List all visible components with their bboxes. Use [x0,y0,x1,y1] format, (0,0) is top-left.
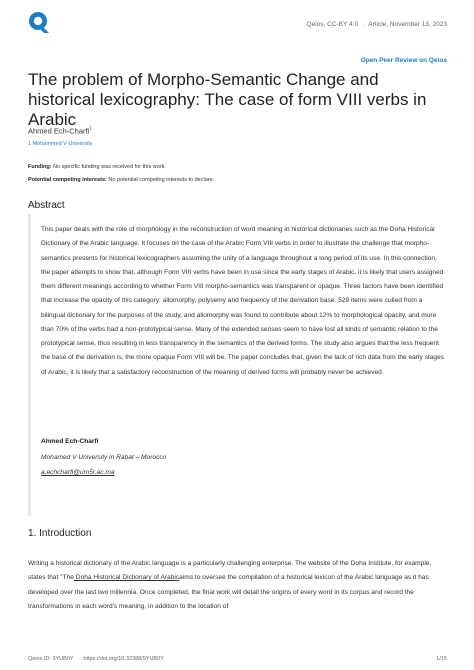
author-line [28,126,92,136]
footer-separator: · [77,656,80,662]
doi-link[interactable]: https://doi.org/10.32388/9YUB0Y [83,656,164,662]
header-separator: · [362,21,365,28]
qeios-id: Qeios ID: 9YUB0Y [28,656,74,662]
license-text: Qeios, CC-BY 4.0 [306,21,359,28]
author-name[interactable]: Ahmed Ech-Charfi [28,126,90,136]
funding-statement [28,164,166,170]
open-peer-review-link[interactable]: Open Peer Review on Qeios [360,57,447,64]
page-footer [28,656,447,662]
author-affiliation-marker: 1 [89,126,93,132]
doha-dictionary-link[interactable]: Doha Historical Dictionary of Arabic [73,574,180,582]
abstract-text: This paper deals with the role of morphology in the reconstruction of word meaning in historical dictionaries such as the Doha Historical Dictionary of the Arabic language. It focuses on the case of the Arabic Form VIII verbs in order to illustrate the challenge that morpho-semantics presents for historical lexicographers assuming the unity of a language throughout a long period of its use. In this connection, the paper attempts to show that, although Form VIII verbs have been in use since the early stages of Arabic, it is likely that users assigned them different meanings according to whether Form VIII morpho-semantics was transparent or opaque. Three factors have been identified that increase the opacity of this category: allomorphy, polysemy and frequency of the derivation base. 529 items were culled from a bilingual dictionary for the purposes of the study, and allomorphy was found to contribute about 12% to morphological opacity, and more than 70% of the verbs had a non-prototypical sense. Many of the extended senses seem to have lost all kinds of semantic relation to the prototypical sense, thus resulting in less transparency in the semantics of the derived forms. The study also argues that the less frequent the base of the derivation is, the more opaque Form VIII will be. The paper concludes that, given the lack of rich data from the early stages of Arabic, it is likely that a satisfactory reconstruction of the meaning of derived forms will probably never be achieved. [41,226,445,376]
abstract-heading: Abstract [28,200,65,211]
competing-label: Potential competing interests: [28,177,107,183]
signature-institution: Mohamed V University in Rabat – Morocco [41,454,167,461]
abstract-box [28,214,449,516]
qeios-logo-icon[interactable] [27,10,51,34]
competing-interests-statement [28,177,214,183]
funding-text: No specific funding was received for this work. [51,164,166,170]
intro-text-after: aims to oversee the compilation of a historical lexicon of the Arabic language as it has developed over the last two millennia. Once completed, the final work will detail the origins of every word in its corpus and record the transformations in each word's meaning, in addition to the location of [28,574,429,610]
introduction-heading: 1. Introduction [28,528,92,539]
article-title: The problem of Morpho-Semantic Change and historical lexicography: The case of form VIII verbs in Arabic [28,70,427,129]
article-date: Article, November 13, 2023 [368,21,447,28]
introduction-paragraph [28,557,446,614]
signature-name: Ahmed Ech-Charfi [41,438,99,445]
page-number: 1/15 [436,656,447,662]
signature-email-link[interactable]: a.echcharfi@um5r.ac.ma [41,469,115,476]
competing-text: No potential competing interests to declare. [106,177,215,183]
intro-text-before: Writing a historical dictionary of the Arabic language is a particularly challenging enterprise. The website of the Doha Institute, for example, states that "The [28,560,432,582]
header-meta [307,21,447,28]
funding-label: Funding: [28,164,52,170]
author-affiliation: 1 Mohammed V University [28,141,93,147]
